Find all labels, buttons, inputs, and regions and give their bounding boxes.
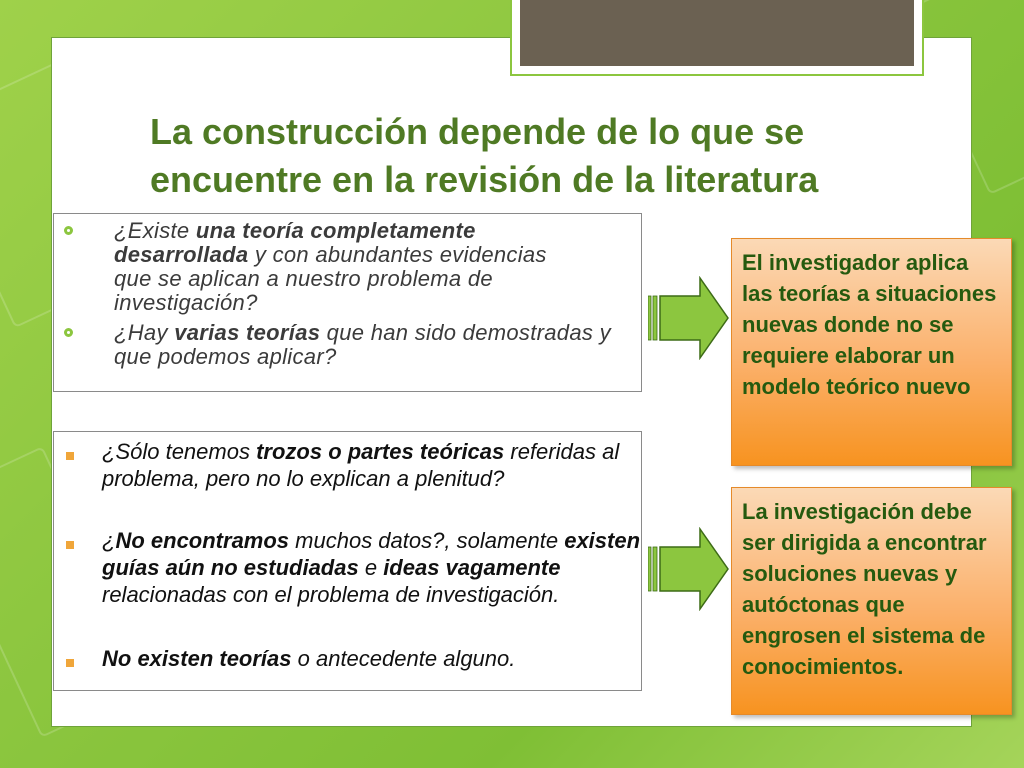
list-item — [102, 527, 642, 608]
header-decoration-fill — [520, 0, 914, 66]
item-text: ¿ — [102, 528, 116, 553]
bullet-icon — [64, 328, 73, 337]
item-text: ¿Sólo tenemos — [102, 439, 257, 464]
list-item — [102, 438, 622, 492]
item-bold-text: No existen teorías — [102, 646, 292, 671]
list-item — [114, 321, 614, 369]
item-bold-text: varias teorías — [174, 320, 321, 345]
bullet-icon — [66, 659, 74, 667]
item-bold-text: No encontramos — [115, 528, 290, 553]
item-text: ¿Hay — [114, 320, 175, 345]
item-text: que han sido demostradas y que podemos aplicar? — [114, 320, 611, 369]
item-text: e — [358, 555, 384, 580]
item-bold-text: existen guías aún no estudiadas — [102, 528, 641, 580]
right-arrow-icon — [648, 276, 730, 360]
questions-box-partial-theories — [53, 431, 642, 691]
bullet-icon — [64, 226, 73, 235]
item-bold-text: una teoría completamente desarrollada — [114, 218, 476, 267]
item-text: o antecedente alguno. — [291, 646, 516, 671]
bullet-icon — [66, 452, 74, 460]
callout-new-solutions: La investigación debe ser dirigida a encontrar soluciones nuevas y autóctonas que engrosen el sistema de conocimientos. — [731, 487, 1012, 715]
callout-apply-theories: El investigador aplica las teorías a situaciones nuevas donde no se requiere elaborar un modelo teórico nuevo — [731, 238, 1012, 466]
item-text: muchos datos?, solamente — [289, 528, 565, 553]
item-text: referidas al problema, pero no lo explican a plenitud? — [102, 439, 620, 491]
item-bold-text: ideas vagamente — [383, 555, 561, 580]
item-text: y con abundantes evidencias que se aplican a nuestro problema de investigación? — [114, 242, 547, 315]
list-item — [102, 645, 622, 672]
questions-box-theories — [53, 213, 642, 392]
item-bold-text: trozos o partes teóricas — [256, 439, 505, 464]
right-arrow-icon — [648, 527, 730, 611]
bullet-icon — [66, 541, 74, 549]
list-item — [114, 219, 584, 315]
header-decoration-box — [510, 0, 924, 76]
item-text: ¿Existe — [114, 218, 196, 243]
item-text: relacionadas con el problema de investigación. — [102, 582, 560, 607]
slide-title: La construcción depende de lo que se encuentre en la revisión de la literatura — [150, 111, 819, 200]
